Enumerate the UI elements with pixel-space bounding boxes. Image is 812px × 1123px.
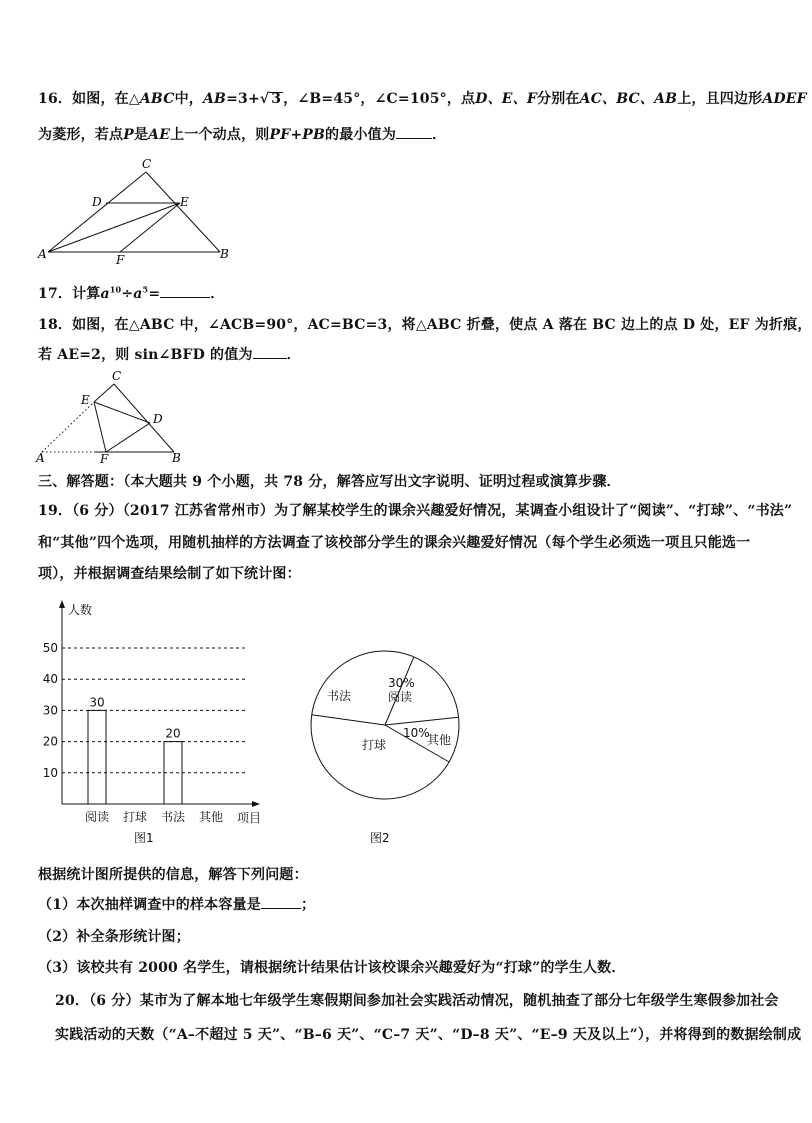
section3-heading: 三、解答题：（本大题共 9 个小题，共 78 分，解答应写出文字说明、证明过程或演算步骤． (38, 474, 621, 490)
x-tick-0: 阅读 (84, 810, 110, 824)
fig1-caption: 图1 (134, 831, 154, 845)
y-tick-50: 50 (42, 641, 58, 655)
bar-label-0: 30 (89, 695, 105, 710)
q16-figure (36, 156, 236, 266)
bar-chart (40, 598, 280, 848)
pie-chart (300, 640, 470, 850)
y-axis-arrow (59, 600, 65, 608)
q19-line3: 项），并根据调查结果绘制了如下统计图： (38, 566, 301, 582)
bar-0 (88, 710, 106, 804)
q18-line1: 18．如图，在△ABC 中，∠ACB=90°，AC=BC=3，将△ABC 折叠，使点 A 落在 BC 边上的点 D 处，EF 为折痕， (38, 317, 812, 333)
pie-slice-3 (312, 715, 385, 725)
x-axis-label: 项目 (237, 811, 262, 825)
pie-label-other: 其他 (427, 733, 452, 747)
q18-label-b: B (172, 451, 181, 465)
fig2-caption: 图2 (370, 831, 390, 845)
q16-answer-blank[interactable] (396, 126, 432, 139)
q19-sub1: （1）本次抽样调查中的样本容量是 ； (38, 897, 316, 913)
q16-label-c: C (142, 157, 152, 171)
q18-line2: 若 AE=2，则 sin∠BFD 的值为 ． (38, 347, 301, 363)
pie-label-ball: 打球 (362, 738, 387, 752)
y-axis-label: 人数 (68, 603, 93, 617)
x-tick-2: 书法 (160, 810, 186, 824)
q18-label-a: A (36, 451, 45, 465)
bar-label-2: 20 (165, 726, 181, 741)
q18-label-f: F (100, 452, 109, 466)
q18-label-c: C (112, 369, 122, 383)
q18-label-e: E (81, 393, 90, 407)
q19-sub2: （2）补全条形统计图； (38, 929, 190, 945)
x-tick-1: 打球 (122, 810, 148, 824)
q16-label-b: B (220, 247, 229, 261)
pie-slice-1 (385, 717, 459, 725)
q18-answer-blank[interactable] (253, 346, 287, 359)
q20-line1: 20．（6 分）某市为了解本地七年级学生寒假期间参加社会实践活动情况，随机抽查了部分七年级学生寒假参加社会 (55, 993, 779, 1009)
q17-answer-blank[interactable] (160, 285, 210, 298)
q16-label-d: D (92, 195, 102, 209)
y-tick-20: 20 (42, 734, 58, 749)
pie-label-reading-pct: 30% (388, 676, 415, 690)
q16-label-e: E (180, 195, 189, 209)
q19-intro: 根据统计图所提供的信息，解答下列问题： (38, 867, 308, 883)
q18-figure (32, 366, 192, 464)
y-tick-40: 40 (42, 672, 58, 687)
q16-label-f: F (116, 253, 125, 267)
q16-label-a: A (38, 247, 47, 261)
pie-label-reading: 阅读 (388, 690, 413, 704)
q17-line: 17．计算$a^{10}\div a^5=$ ． (38, 284, 225, 302)
q20-line2: 实践活动的天数（“A–不超过 5 天”、“B–6 天”、“C–7 天”、“D–8 天”、“E–9 天及以上”），并将得到的数据绘制成 (55, 1027, 802, 1043)
q19-line1: 19．（6 分）（2017 江苏省常州市）为了解某校学生的课余兴趣爱好情况，某调查小组设计了“阅读”、“打球”、“书法” (38, 503, 793, 519)
q16-line2: 为菱形，若点P是AE上一个动点，则PF+PB的最小值为 ． (38, 127, 447, 143)
x-axis-arrow (252, 801, 260, 807)
x-tick-3: 其他 (198, 810, 224, 824)
q19-answer-blank[interactable] (261, 896, 301, 909)
q18-label-d: D (153, 412, 163, 426)
y-tick-10: 10 (42, 765, 58, 780)
y-tick-30: 30 (42, 703, 58, 718)
q19-line2: 和“其他”四个选项，用随机抽样的方法调查了该校部分学生的课余兴趣爱好情况（每个学生必须选一项且只能选一 (38, 535, 751, 551)
pie-label-other-pct: 10% (403, 726, 430, 740)
q19-sub3: （3）该校共有 2000 名学生，请根据统计结果估计该校课余兴趣爱好为“打球”的学生人数． (38, 960, 626, 976)
q16-line1: 16．如图，在△ABC中，AB=3+√ 3 ，∠B=45°，∠C=105°，点D、E、F分别在AC、BC、AB上，且四边形ADEF (38, 91, 807, 107)
pie-label-calligraphy: 书法 (327, 689, 352, 703)
